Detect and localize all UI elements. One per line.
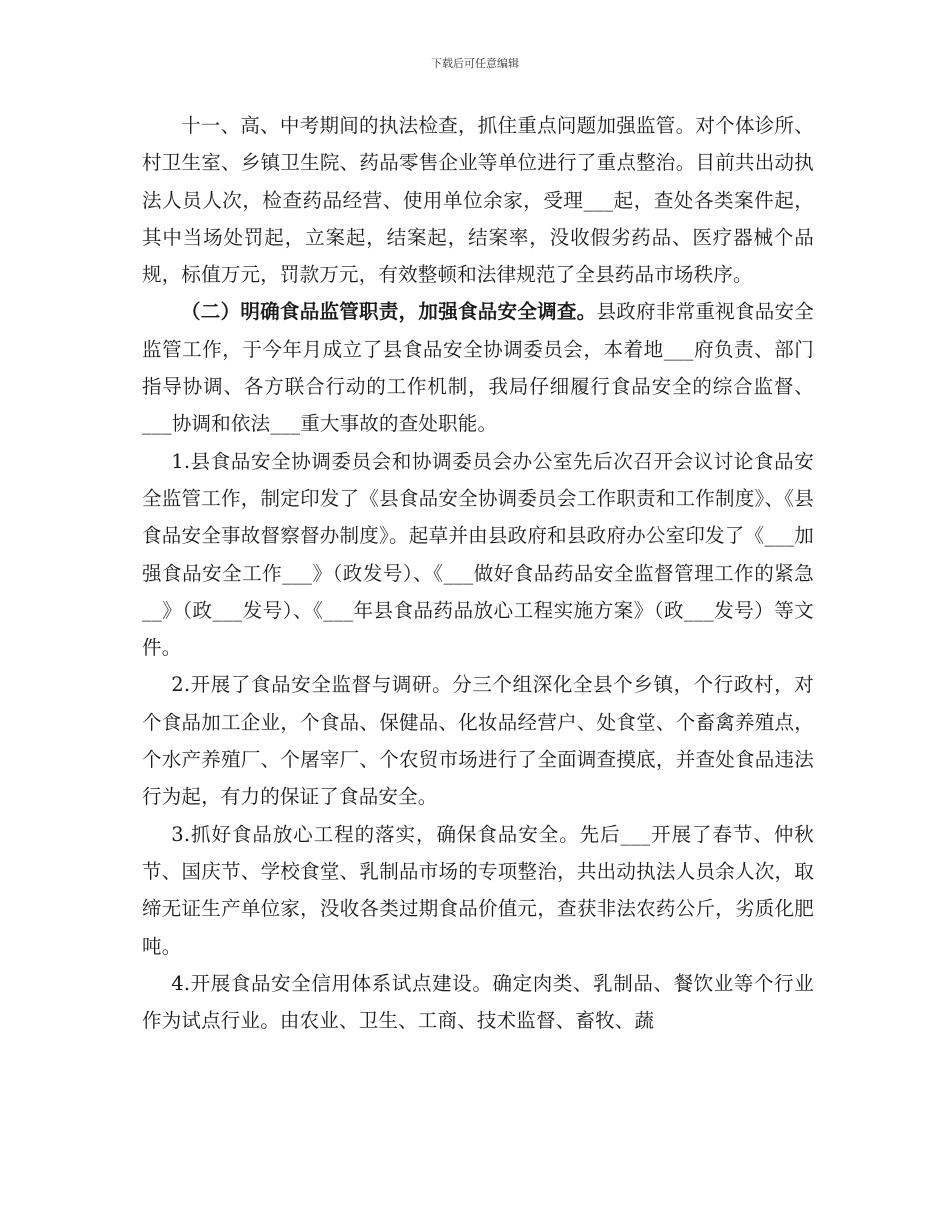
list-item-3: 3.抓好食品放心工程的落实，确保食品安全。先后___开展了春节、仲秋节、国庆节、学校食堂、乳制品市场的专项整治，共出动执法人员余人次，取缔无证生产单位家，没收各类过期食品价值元，查获非法农药公斤，劣质化肥吨。 — [142, 822, 814, 958]
list-item-1: 1.县食品安全协调委员会和协调委员会办公室先后次召开会议讨论食品安全监管工作，制定印发了《县食品安全协调委员会工作职责和工作制度》、《县食品安全事故督察督办制度》。起草并由县政府和县政府办公室印发了《___加强食品安全工作___》（政发号）、《___做好食品药品安全监督管理工作的紧急__》（政___发号）、《___年县食品药品放心工程实施方案》（政___发号）等文件。 — [142, 449, 814, 660]
paragraph-law-enforcement: 十一、高、中考期间的执法检查，抓住重点问题加强监管。对个体诊所、村卫生室、乡镇卫生院、药品零售企业等单位进行了重点整治。目前共出动执法人员人次，检查药品经营、使用单位余家，受理___起，查处各类案件起，其中当场处罚起，立案起，结案起，结案率，没收假劣药品、医疗器械个品规，标值万元，罚款万元，有效整顿和法律规范了全县药品市场秩序。 — [142, 114, 814, 287]
section-heading: （二）明确食品监管职责，加强食品安全调查。 — [181, 300, 597, 324]
document-body — [142, 107, 814, 1039]
section-heading-body: 县政府非常重视食品安全监管工作，于今年月成立了县食品安全协调委员会，本着地___府负责、部门指导协调、各方联合行动的工作机制，我局仔细履行食品安全的综合监督、___协调和依法___重大事故的查处职能。 — [142, 300, 815, 436]
page-header: 下载后可任意编辑 — [431, 57, 519, 70]
list-item-4: 4.开展食品安全信用体系试点建设。确定肉类、乳制品、餐饮业等个行业作为试点行业。由农业、卫生、工商、技术监督、畜牧、蔬 — [142, 971, 814, 1033]
list-item-2: 2.开展了食品安全监督与调研。分三个组深化全县个乡镇，个行政村，对个食品加工企业，个食品、保健品、化妆品经营户、处食堂、个畜禽养殖点，个水产养殖厂、个屠宰厂、个农贸市场进行了全面调查摸底，并查处食品违法行为起，有力的保证了食品安全。 — [142, 673, 814, 809]
paragraph-food-supervision — [142, 293, 814, 442]
